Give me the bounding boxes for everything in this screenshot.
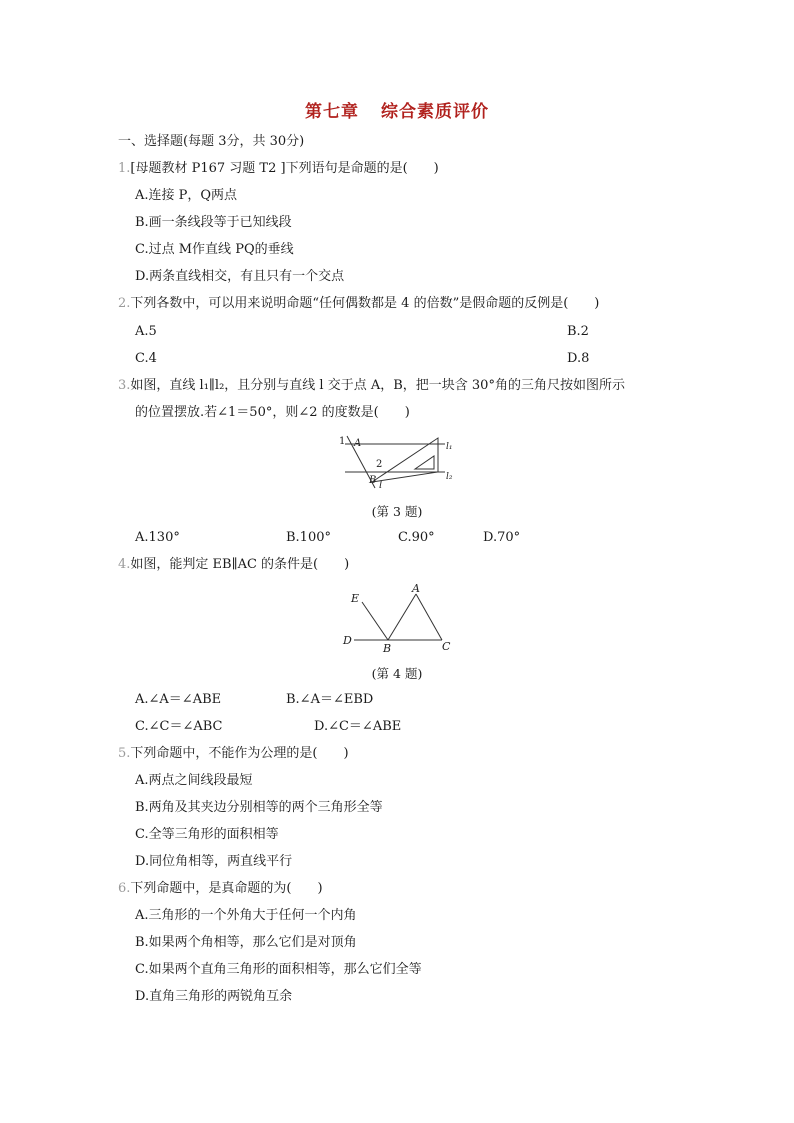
label-angle-2: 2 [376, 459, 383, 470]
question-text: 下列各数中，可以用来说明命题“任何偶数都是 4 的倍数”是假命题的反例是( ) [130, 296, 600, 311]
question-2 [118, 295, 599, 313]
q3-option-d: D.70° [483, 530, 521, 545]
figure-4 [340, 582, 458, 654]
question-number: 5. [118, 746, 131, 761]
q6-option-d: D.直角三角形的两锐角互余 [135, 989, 293, 1004]
question-6 [118, 880, 323, 898]
figure-3 [335, 432, 465, 490]
q2-option-b: B.2 [567, 324, 589, 339]
question-1 [118, 160, 439, 178]
q1-option-d: D.两条直线相交，有且只有一个交点 [135, 269, 345, 284]
q6-option-a: A.三角形的一个外角大于任何一个内角 [135, 908, 357, 923]
q3-option-c: C.90° [398, 530, 435, 545]
q3-option-b: B.100° [286, 530, 331, 545]
figure-3-caption: (第 3 题) [371, 504, 423, 519]
line-ab [388, 594, 416, 640]
set-square-inner [415, 456, 434, 469]
q3-option-a: A.130° [135, 530, 180, 545]
question-number: 4. [118, 557, 131, 572]
q4-option-d: D.∠C＝∠ABE [314, 719, 402, 734]
question-text: 下列命题中，是真命题的为( ) [130, 881, 323, 896]
q2-option-c: C.4 [135, 351, 157, 366]
label-c: C [442, 640, 451, 653]
label-angle-1: 1 [339, 436, 346, 447]
q1-option-b: B.画一条线段等于已知线段 [135, 215, 292, 230]
q6-option-c: C.如果两个直角三角形的面积相等，那么它们全等 [135, 962, 422, 977]
chapter-label: 第七章 [305, 102, 359, 122]
section-heading: 一、选择题(每题 3分，共 30分) [118, 134, 305, 149]
question-text: [母题教材 P167 习题 T2 ]下列语句是命题的是( ) [130, 161, 439, 176]
label-e: E [351, 592, 360, 605]
q2-option-a: A.5 [135, 324, 157, 339]
label-l1: l₁ [446, 442, 453, 452]
figure-4-caption: (第 4 题) [371, 666, 423, 681]
question-number: 2. [118, 296, 131, 311]
question-text: 下列命题中，不能作为公理的是( ) [130, 746, 349, 761]
q1-option-a: A.连接 P，Q两点 [135, 188, 238, 203]
line-eb [362, 602, 388, 640]
question-5 [118, 745, 349, 763]
q4-option-a: A.∠A＝∠ABE [135, 692, 222, 707]
title-text: 综合素质评价 [381, 102, 489, 122]
line-ac [416, 594, 442, 640]
question-3-continued: 的位置摆放.若∠1＝50°，则∠2 的度数是( ) [135, 405, 410, 420]
question-number: 1. [118, 161, 131, 176]
q4-option-c: C.∠C＝∠ABC [135, 719, 223, 734]
q5-option-b: B.两角及其夹边分别相等的两个三角形全等 [135, 800, 383, 815]
q5-option-d: D.同位角相等，两直线平行 [135, 854, 293, 869]
question-text: 如图，直线 l₁∥l₂，且分别与直线 l 交于点 A，B，把一块含 30°角的三角尺按如图所示 [130, 378, 625, 393]
label-d: D [343, 634, 352, 647]
q2-option-d: D.8 [567, 351, 590, 366]
question-number: 3. [118, 378, 131, 393]
label-b: B [383, 642, 392, 654]
label-l: l [379, 480, 383, 490]
question-text: 如图，能判定 EB∥AC 的条件是( ) [130, 557, 350, 572]
q6-option-b: B.如果两个角相等，那么它们是对顶角 [135, 935, 357, 950]
label-a: A [354, 438, 362, 449]
label-l2: l₂ [446, 472, 453, 482]
question-4 [118, 556, 349, 574]
q4-option-b: B.∠A＝∠EBD [286, 692, 374, 707]
q1-option-c: C.过点 M作直线 PQ的垂线 [135, 242, 294, 257]
q5-option-c: C.全等三角形的面积相等 [135, 827, 279, 842]
label-a: A [412, 582, 420, 595]
question-number: 6. [118, 881, 131, 896]
q5-option-a: A.两点之间线段最短 [135, 773, 253, 788]
question-3 [118, 377, 625, 395]
page-title [0, 97, 794, 122]
label-b: B [369, 475, 377, 486]
